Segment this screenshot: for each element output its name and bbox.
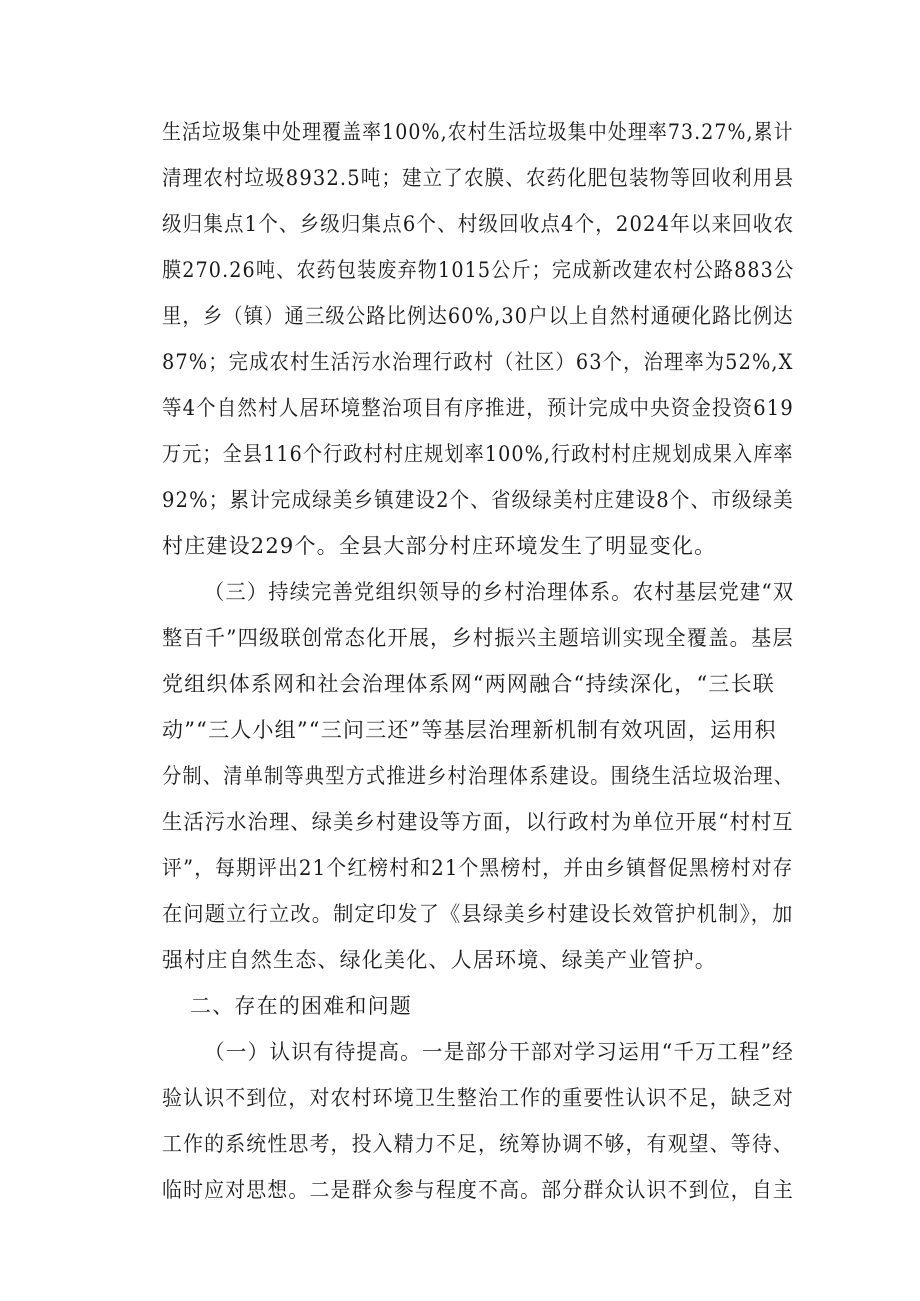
text-line: 92%；累计完成绿美乡镇建设2个、省级绿美村庄建设8个、市级绿美 [162,488,794,512]
text-line: 党组织体系网和社会治理体系网“两网融合“持续深化，“三长联 [162,672,776,696]
text-line: 验认识不到位，对农村环境卫生整治工作的重要性认识不足，缺乏对 [162,1086,794,1110]
section-heading-2: 二、存在的困难和问题 [190,994,412,1018]
text-line: 级归集点1个、乡级归集点6个、村级回收点4个，2024年以来回收农 [162,212,795,236]
text-line: 在问题立行立改。制定印发了《县绿美乡村建设长效管护机制》，加 [162,902,794,926]
text-line: 分制、清单制等典型方式推进乡村治理体系建设。围绕生活垃圾治理、 [162,764,795,788]
subsection-heading-1: （一）认识有待提高。一是部分干部对学习运用“千万工程”经 [204,1040,795,1064]
text-line: 等4个自然村人居环境整治项目有序推进，预计完成中央资金投资619 [162,396,794,420]
text-line: 动”“三人小组”“三问三还”等基层治理新机制有效巩固，运用积 [162,718,777,742]
section-heading-3: （三）持续完善党组织领导的乡村治理体系。农村基层党建“双 [204,580,795,604]
text-line: 万元；全县116个行政村村庄规划率100%,行政村村庄规划成果入库率 [162,442,794,466]
text-line: 评”，每期评出21个红榜村和21个黑榜村，并由乡镇督促黑榜村对存 [162,856,794,880]
text-line: 87%；完成农村生活污水治理行政村（社区）63个，治理率为52%,X [162,350,794,374]
text-line: 强村庄自然生态、绿化美化、人居环境、绿美产业管护。 [162,948,717,972]
text-line: 清理农村垃圾8932.5吨；建立了农膜、农药化肥包装物等回收利用县 [162,166,795,190]
text-line: 整百千”四级联创常态化开展，乡村振兴主题培训实现全覆盖。基层 [162,626,794,650]
text-line: 生活垃圾集中处理覆盖率100%,农村生活垃圾集中处理率73.27%,累计 [162,120,794,144]
text-line: 临时应对思想。二是群众参与程度不高。部分群众认识不到位，自主 [162,1178,794,1202]
text-line: 膜270.26吨、农药包装废弃物1015公斤；完成新改建农村公路883公 [162,258,795,282]
text-line: 工作的系统性思考，投入精力不足，统筹协调不够，有观望、等待、 [162,1132,794,1156]
text-line: 村庄建设229个。全县大部分村庄环境发生了明显变化。 [162,534,717,558]
text-line: 里，乡（镇）通三级公路比例达60%,30户以上自然村通硬化路比例达 [162,304,794,328]
text-line: 生活污水治理、绿美乡村建设等方面，以行政村为单位开展“村村互 [162,810,794,834]
